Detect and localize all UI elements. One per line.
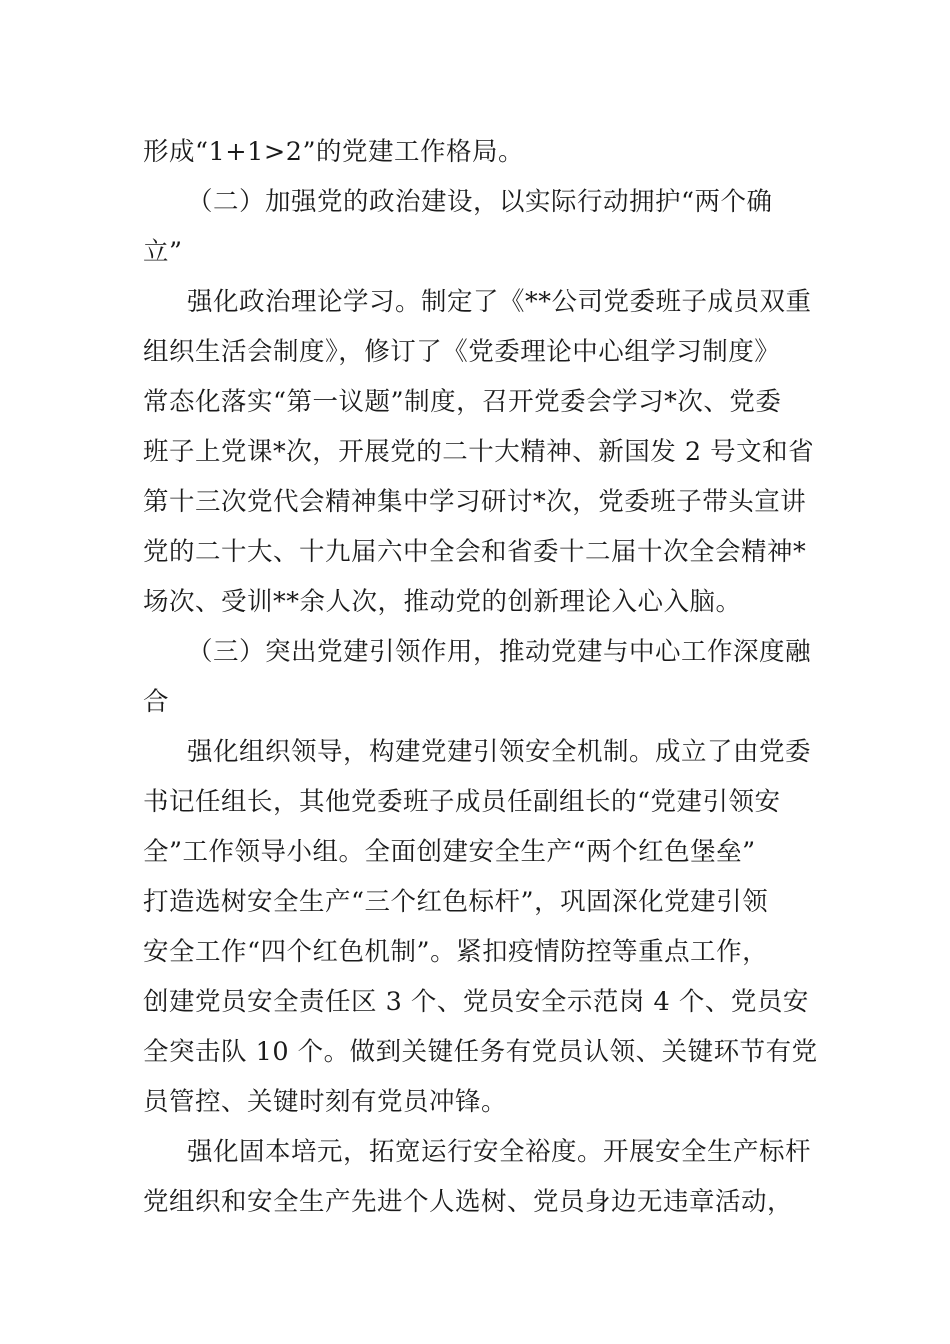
text-line: 全”工作领导小组。全面创建安全生产“两个红色堡垒” <box>143 837 756 867</box>
text-line: 强化组织领导，构建党建引领安全机制。成立了由党委 <box>187 737 812 767</box>
section-heading-continued: 立” <box>143 237 183 267</box>
text-line: 书记任组长，其他党委班子成员任副组长的“党建引领安 <box>143 787 781 817</box>
text-line: 党的二十大、十九届六中全会和省委十二届十次全会精神* <box>143 537 807 567</box>
text-line: 第十三次党代会精神集中学习研讨*次，党委班子带头宣讲 <box>143 487 807 517</box>
text-line: 常态化落实“第一议题”制度，召开党委会学习*次、党委 <box>143 387 782 417</box>
text-line: 组织生活会制度》，修订了《党委理论中心组学习制度》 <box>143 337 781 367</box>
text-line: 员管控、关键时刻有党员冲锋。 <box>143 1087 508 1117</box>
text-line: 全突击队 10 个。做到关键任务有党员认领、关键环节有党 <box>143 1037 818 1067</box>
text-line: 安全工作“四个红色机制”。紧扣疫情防控等重点工作， <box>143 937 769 967</box>
text-line: 班子上党课*次，开展党的二十大精神、新国发 2 号文和省 <box>143 437 815 467</box>
section-heading-continued: 合 <box>143 687 170 717</box>
section-heading: （二）加强党的政治建设，以实际行动拥护“两个确 <box>187 187 773 217</box>
text-line: 创建党员安全责任区 3 个、党员安全示范岗 4 个、党员安 <box>143 987 809 1017</box>
text-line: 场次、受训**余人次，推动党的创新理论入心入脑。 <box>143 587 742 617</box>
text-line: 强化政治理论学习。制定了《**公司党委班子成员双重 <box>187 287 812 317</box>
section-heading: （三）突出党建引领作用，推动党建与中心工作深度融 <box>187 637 812 667</box>
text-line: 强化固本培元，拓宽运行安全裕度。开展安全生产标杆 <box>187 1137 812 1167</box>
text-line: 形成“1+1>2”的党建工作格局。 <box>143 137 524 167</box>
text-line: 党组织和安全生产先进个人选树、党员身边无违章活动， <box>143 1187 794 1217</box>
text-line: 打造选树安全生产“三个红色标杆”，巩固深化党建引领 <box>143 887 769 917</box>
